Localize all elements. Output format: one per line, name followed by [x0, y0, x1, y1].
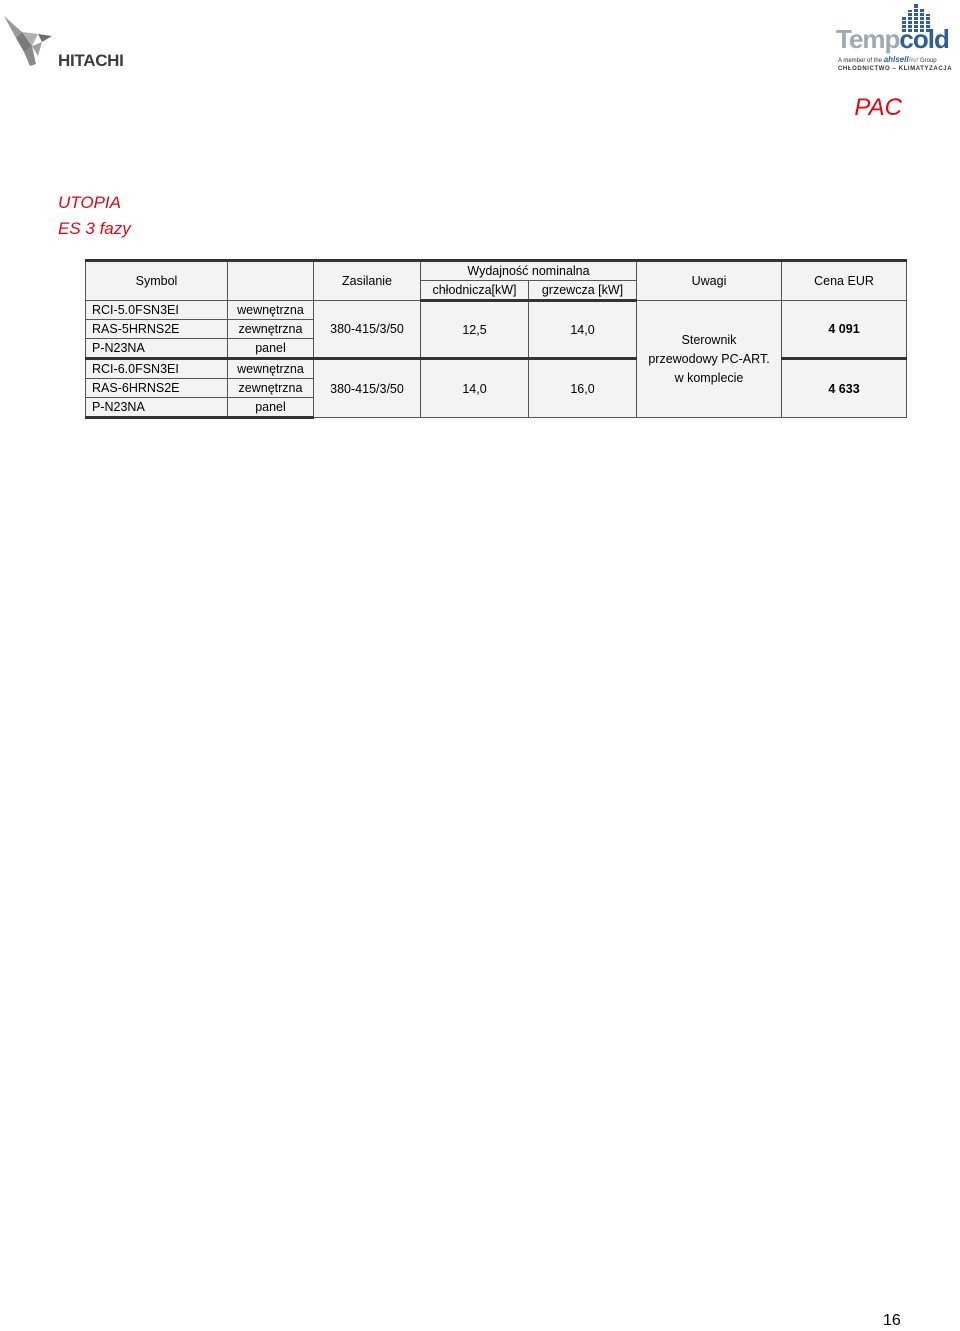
- hitachi-wordmark: HITACHI: [58, 51, 124, 70]
- category-title: PAC: [854, 94, 902, 121]
- unit-symbol: RCI-6.0FSN3EI: [86, 359, 228, 379]
- header-notes: Uwagi: [637, 261, 782, 301]
- unit-symbol: P-N23NA: [86, 398, 228, 418]
- tempcold-logo: [834, 2, 960, 76]
- unit-type: panel: [228, 398, 314, 418]
- hitachi-logo: [2, 12, 142, 70]
- table-row: [86, 359, 907, 379]
- unit-symbol: RAS-6HRNS2E: [86, 379, 228, 398]
- unit-type: zewnętrzna: [228, 379, 314, 398]
- notes-line: Sterownik: [681, 332, 737, 347]
- price-value: 4 633: [782, 359, 907, 418]
- tempcold-tagline: CHŁODNICTWO – KLIMATYZACJA: [838, 66, 953, 72]
- tempcold-member-line: A member of the ahlsellRef Group: [838, 55, 937, 64]
- cooling-capacity: 12,5: [421, 301, 529, 359]
- header-price: Cena EUR: [782, 261, 907, 301]
- power-supply: 380-415/3/50: [314, 301, 421, 359]
- notes-cell: [637, 301, 782, 418]
- unit-type: wewnętrzna: [228, 301, 314, 320]
- unit-symbol: RAS-5HRNS2E: [86, 320, 228, 339]
- notes-line: w komplecie: [674, 370, 744, 385]
- price-table: [85, 259, 907, 419]
- unit-symbol: P-N23NA: [86, 339, 228, 359]
- header-symbol: Symbol: [86, 261, 228, 301]
- unit-symbol: RCI-5.0FSN3EI: [86, 301, 228, 320]
- price-value: 4 091: [782, 301, 907, 359]
- section-title: [58, 190, 131, 242]
- cooling-capacity: 14,0: [421, 359, 529, 418]
- unit-type: zewnętrzna: [228, 320, 314, 339]
- page-number: 16: [883, 1312, 901, 1329]
- header-capacity: Wydajność nominalna: [421, 261, 637, 281]
- section-title-line1: UTOPIA: [58, 193, 121, 212]
- table-row: [86, 301, 907, 320]
- tempcold-wordmark: Tempcold: [836, 24, 949, 54]
- header-heating: grzewcza [kW]: [529, 281, 637, 301]
- header-cooling: chłodnicza[kW]: [421, 281, 529, 301]
- unit-type: panel: [228, 339, 314, 359]
- section-title-line2: ES 3 fazy: [58, 219, 131, 238]
- heating-capacity: 14,0: [529, 301, 637, 359]
- heating-capacity: 16,0: [529, 359, 637, 418]
- header-power: Zasilanie: [314, 261, 421, 301]
- header-type: [228, 261, 314, 301]
- notes-line: przewodowy PC-ART.: [648, 351, 770, 366]
- unit-type: wewnętrzna: [228, 359, 314, 379]
- header-row-top: [86, 261, 907, 281]
- hummingbird-icon: [2, 12, 62, 70]
- power-supply: 380-415/3/50: [314, 359, 421, 418]
